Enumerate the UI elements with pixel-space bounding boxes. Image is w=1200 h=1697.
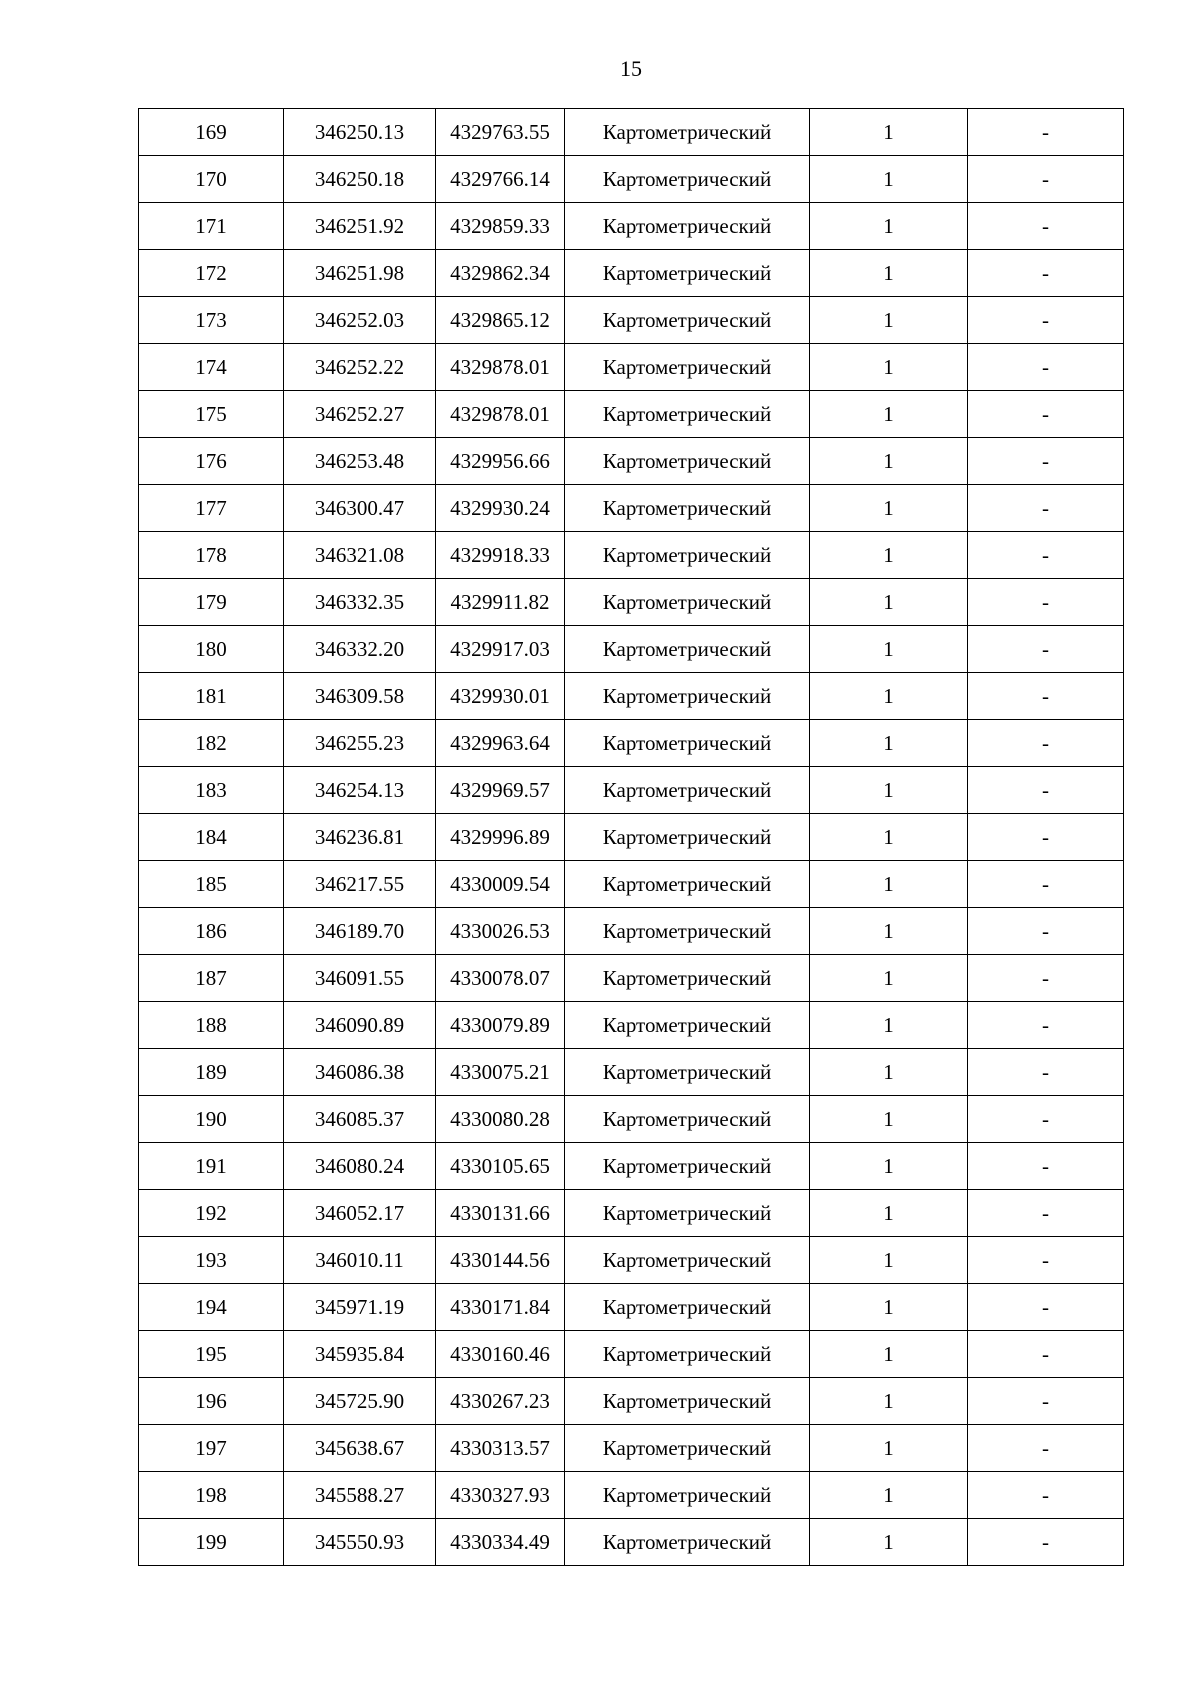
y-coordinate-cell: 4330009.54 [436,861,565,908]
table-row [139,673,1124,720]
accuracy-cell: 1 [810,1425,968,1472]
accuracy-cell: 1 [810,767,968,814]
table-row [139,720,1124,767]
accuracy-cell: 1 [810,1378,968,1425]
y-coordinate-cell: 4329930.01 [436,673,565,720]
method-cell: Картометрический [565,814,810,861]
y-coordinate-cell: 4329963.64 [436,720,565,767]
description-cell: - [968,532,1124,579]
table-row [139,1190,1124,1237]
accuracy-cell: 1 [810,814,968,861]
method-cell: Картометрический [565,1002,810,1049]
accuracy-cell: 1 [810,485,968,532]
x-coordinate-cell: 345935.84 [284,1331,436,1378]
accuracy-cell: 1 [810,1049,968,1096]
description-cell: - [968,861,1124,908]
table-row [139,1378,1124,1425]
table-row [139,955,1124,1002]
point-number-cell: 192 [139,1190,284,1237]
table-row [139,1425,1124,1472]
x-coordinate-cell: 345588.27 [284,1472,436,1519]
accuracy-cell: 1 [810,203,968,250]
y-coordinate-cell: 4330026.53 [436,908,565,955]
y-coordinate-cell: 4330327.93 [436,1472,565,1519]
x-coordinate-cell: 346250.18 [284,156,436,203]
table-row [139,1284,1124,1331]
method-cell: Картометрический [565,1190,810,1237]
y-coordinate-cell: 4330080.28 [436,1096,565,1143]
y-coordinate-cell: 4329878.01 [436,391,565,438]
accuracy-cell: 1 [810,1331,968,1378]
point-number-cell: 188 [139,1002,284,1049]
x-coordinate-cell: 346189.70 [284,908,436,955]
description-cell: - [968,908,1124,955]
method-cell: Картометрический [565,955,810,1002]
method-cell: Картометрический [565,1237,810,1284]
point-number-cell: 198 [139,1472,284,1519]
x-coordinate-cell: 346010.11 [284,1237,436,1284]
y-coordinate-cell: 4329956.66 [436,438,565,485]
table-row [139,579,1124,626]
point-number-cell: 195 [139,1331,284,1378]
y-coordinate-cell: 4329878.01 [436,344,565,391]
table-row [139,1002,1124,1049]
x-coordinate-cell: 346309.58 [284,673,436,720]
table-row [139,1472,1124,1519]
point-number-cell: 170 [139,156,284,203]
method-cell: Картометрический [565,767,810,814]
x-coordinate-cell: 345550.93 [284,1519,436,1566]
table-row [139,391,1124,438]
point-number-cell: 191 [139,1143,284,1190]
description-cell: - [968,1143,1124,1190]
x-coordinate-cell: 346250.13 [284,109,436,156]
y-coordinate-cell: 4330075.21 [436,1049,565,1096]
point-number-cell: 199 [139,1519,284,1566]
point-number-cell: 185 [139,861,284,908]
point-number-cell: 186 [139,908,284,955]
x-coordinate-cell: 346252.22 [284,344,436,391]
y-coordinate-cell: 4329865.12 [436,297,565,344]
accuracy-cell: 1 [810,297,968,344]
x-coordinate-cell: 346086.38 [284,1049,436,1096]
description-cell: - [968,1190,1124,1237]
x-coordinate-cell: 346253.48 [284,438,436,485]
table-row [139,250,1124,297]
y-coordinate-cell: 4329911.82 [436,579,565,626]
x-coordinate-cell: 346321.08 [284,532,436,579]
description-cell: - [968,1331,1124,1378]
point-number-cell: 171 [139,203,284,250]
method-cell: Картометрический [565,861,810,908]
table-row [139,861,1124,908]
y-coordinate-cell: 4330105.65 [436,1143,565,1190]
y-coordinate-cell: 4329766.14 [436,156,565,203]
description-cell: - [968,767,1124,814]
table-row [139,1143,1124,1190]
point-number-cell: 178 [139,532,284,579]
x-coordinate-cell: 345971.19 [284,1284,436,1331]
description-cell: - [968,1002,1124,1049]
x-coordinate-cell: 346251.98 [284,250,436,297]
table-row [139,109,1124,156]
method-cell: Картометрический [565,673,810,720]
description-cell: - [968,250,1124,297]
y-coordinate-cell: 4329917.03 [436,626,565,673]
table-row [139,344,1124,391]
y-coordinate-cell: 4330313.57 [436,1425,565,1472]
table-row [139,1096,1124,1143]
y-coordinate-cell: 4330160.46 [436,1331,565,1378]
y-coordinate-cell: 4329763.55 [436,109,565,156]
method-cell: Картометрический [565,485,810,532]
description-cell: - [968,438,1124,485]
description-cell: - [968,673,1124,720]
point-number-cell: 176 [139,438,284,485]
method-cell: Картометрический [565,532,810,579]
description-cell: - [968,391,1124,438]
accuracy-cell: 1 [810,626,968,673]
description-cell: - [968,344,1124,391]
x-coordinate-cell: 345725.90 [284,1378,436,1425]
y-coordinate-cell: 4330078.07 [436,955,565,1002]
y-coordinate-cell: 4330267.23 [436,1378,565,1425]
method-cell: Картометрический [565,1143,810,1190]
description-cell: - [968,203,1124,250]
point-number-cell: 187 [139,955,284,1002]
method-cell: Картометрический [565,156,810,203]
y-coordinate-cell: 4330131.66 [436,1190,565,1237]
accuracy-cell: 1 [810,955,968,1002]
point-number-cell: 184 [139,814,284,861]
method-cell: Картометрический [565,250,810,297]
method-cell: Картометрический [565,438,810,485]
y-coordinate-cell: 4329930.24 [436,485,565,532]
table-row [139,438,1124,485]
table-row [139,485,1124,532]
y-coordinate-cell: 4329918.33 [436,532,565,579]
method-cell: Картометрический [565,344,810,391]
accuracy-cell: 1 [810,908,968,955]
x-coordinate-cell: 346091.55 [284,955,436,1002]
accuracy-cell: 1 [810,1284,968,1331]
method-cell: Картометрический [565,1425,810,1472]
accuracy-cell: 1 [810,344,968,391]
table-row [139,203,1124,250]
x-coordinate-cell: 346085.37 [284,1096,436,1143]
y-coordinate-cell: 4329862.34 [436,250,565,297]
accuracy-cell: 1 [810,1143,968,1190]
method-cell: Картометрический [565,297,810,344]
description-cell: - [968,1096,1124,1143]
method-cell: Картометрический [565,1378,810,1425]
description-cell: - [968,1378,1124,1425]
y-coordinate-cell: 4330144.56 [436,1237,565,1284]
method-cell: Картометрический [565,1096,810,1143]
point-number-cell: 194 [139,1284,284,1331]
page-number: 15 [620,56,642,81]
point-number-cell: 173 [139,297,284,344]
y-coordinate-cell: 4329996.89 [436,814,565,861]
method-cell: Картометрический [565,203,810,250]
method-cell: Картометрический [565,1519,810,1566]
table-row [139,1331,1124,1378]
method-cell: Картометрический [565,109,810,156]
description-cell: - [968,955,1124,1002]
accuracy-cell: 1 [810,720,968,767]
point-number-cell: 197 [139,1425,284,1472]
table-row [139,1049,1124,1096]
accuracy-cell: 1 [810,673,968,720]
point-number-cell: 183 [139,767,284,814]
accuracy-cell: 1 [810,250,968,297]
table-row [139,814,1124,861]
method-cell: Картометрический [565,1049,810,1096]
method-cell: Картометрический [565,1331,810,1378]
point-number-cell: 190 [139,1096,284,1143]
point-number-cell: 175 [139,391,284,438]
x-coordinate-cell: 346252.27 [284,391,436,438]
coordinates-table [138,108,1124,1566]
y-coordinate-cell: 4330079.89 [436,1002,565,1049]
coordinates-table-body [139,109,1124,1566]
point-number-cell: 182 [139,720,284,767]
point-number-cell: 177 [139,485,284,532]
x-coordinate-cell: 346251.92 [284,203,436,250]
description-cell: - [968,297,1124,344]
x-coordinate-cell: 346080.24 [284,1143,436,1190]
table-row [139,156,1124,203]
description-cell: - [968,814,1124,861]
point-number-cell: 193 [139,1237,284,1284]
table-row [139,626,1124,673]
table-row [139,1519,1124,1566]
accuracy-cell: 1 [810,1002,968,1049]
method-cell: Картометрический [565,1284,810,1331]
point-number-cell: 180 [139,626,284,673]
method-cell: Картометрический [565,908,810,955]
x-coordinate-cell: 346236.81 [284,814,436,861]
accuracy-cell: 1 [810,1237,968,1284]
accuracy-cell: 1 [810,438,968,485]
y-coordinate-cell: 4329859.33 [436,203,565,250]
description-cell: - [968,579,1124,626]
point-number-cell: 181 [139,673,284,720]
x-coordinate-cell: 346332.20 [284,626,436,673]
method-cell: Картометрический [565,626,810,673]
method-cell: Картометрический [565,579,810,626]
point-number-cell: 196 [139,1378,284,1425]
point-number-cell: 172 [139,250,284,297]
table-row [139,908,1124,955]
accuracy-cell: 1 [810,861,968,908]
description-cell: - [968,1519,1124,1566]
description-cell: - [968,1049,1124,1096]
x-coordinate-cell: 346255.23 [284,720,436,767]
description-cell: - [968,1237,1124,1284]
x-coordinate-cell: 346332.35 [284,579,436,626]
accuracy-cell: 1 [810,391,968,438]
accuracy-cell: 1 [810,532,968,579]
x-coordinate-cell: 346300.47 [284,485,436,532]
x-coordinate-cell: 346217.55 [284,861,436,908]
x-coordinate-cell: 345638.67 [284,1425,436,1472]
accuracy-cell: 1 [810,1519,968,1566]
description-cell: - [968,720,1124,767]
x-coordinate-cell: 346090.89 [284,1002,436,1049]
table-row [139,297,1124,344]
point-number-cell: 179 [139,579,284,626]
table-row [139,767,1124,814]
accuracy-cell: 1 [810,579,968,626]
x-coordinate-cell: 346254.13 [284,767,436,814]
table-row [139,1237,1124,1284]
method-cell: Картометрический [565,720,810,767]
description-cell: - [968,626,1124,673]
point-number-cell: 189 [139,1049,284,1096]
x-coordinate-cell: 346052.17 [284,1190,436,1237]
description-cell: - [968,1472,1124,1519]
table-row [139,532,1124,579]
description-cell: - [968,156,1124,203]
accuracy-cell: 1 [810,1472,968,1519]
x-coordinate-cell: 346252.03 [284,297,436,344]
y-coordinate-cell: 4330334.49 [436,1519,565,1566]
description-cell: - [968,109,1124,156]
description-cell: - [968,1425,1124,1472]
point-number-cell: 169 [139,109,284,156]
point-number-cell: 174 [139,344,284,391]
description-cell: - [968,485,1124,532]
method-cell: Картометрический [565,391,810,438]
method-cell: Картометрический [565,1472,810,1519]
y-coordinate-cell: 4329969.57 [436,767,565,814]
accuracy-cell: 1 [810,1190,968,1237]
description-cell: - [968,1284,1124,1331]
accuracy-cell: 1 [810,156,968,203]
accuracy-cell: 1 [810,1096,968,1143]
y-coordinate-cell: 4330171.84 [436,1284,565,1331]
accuracy-cell: 1 [810,109,968,156]
